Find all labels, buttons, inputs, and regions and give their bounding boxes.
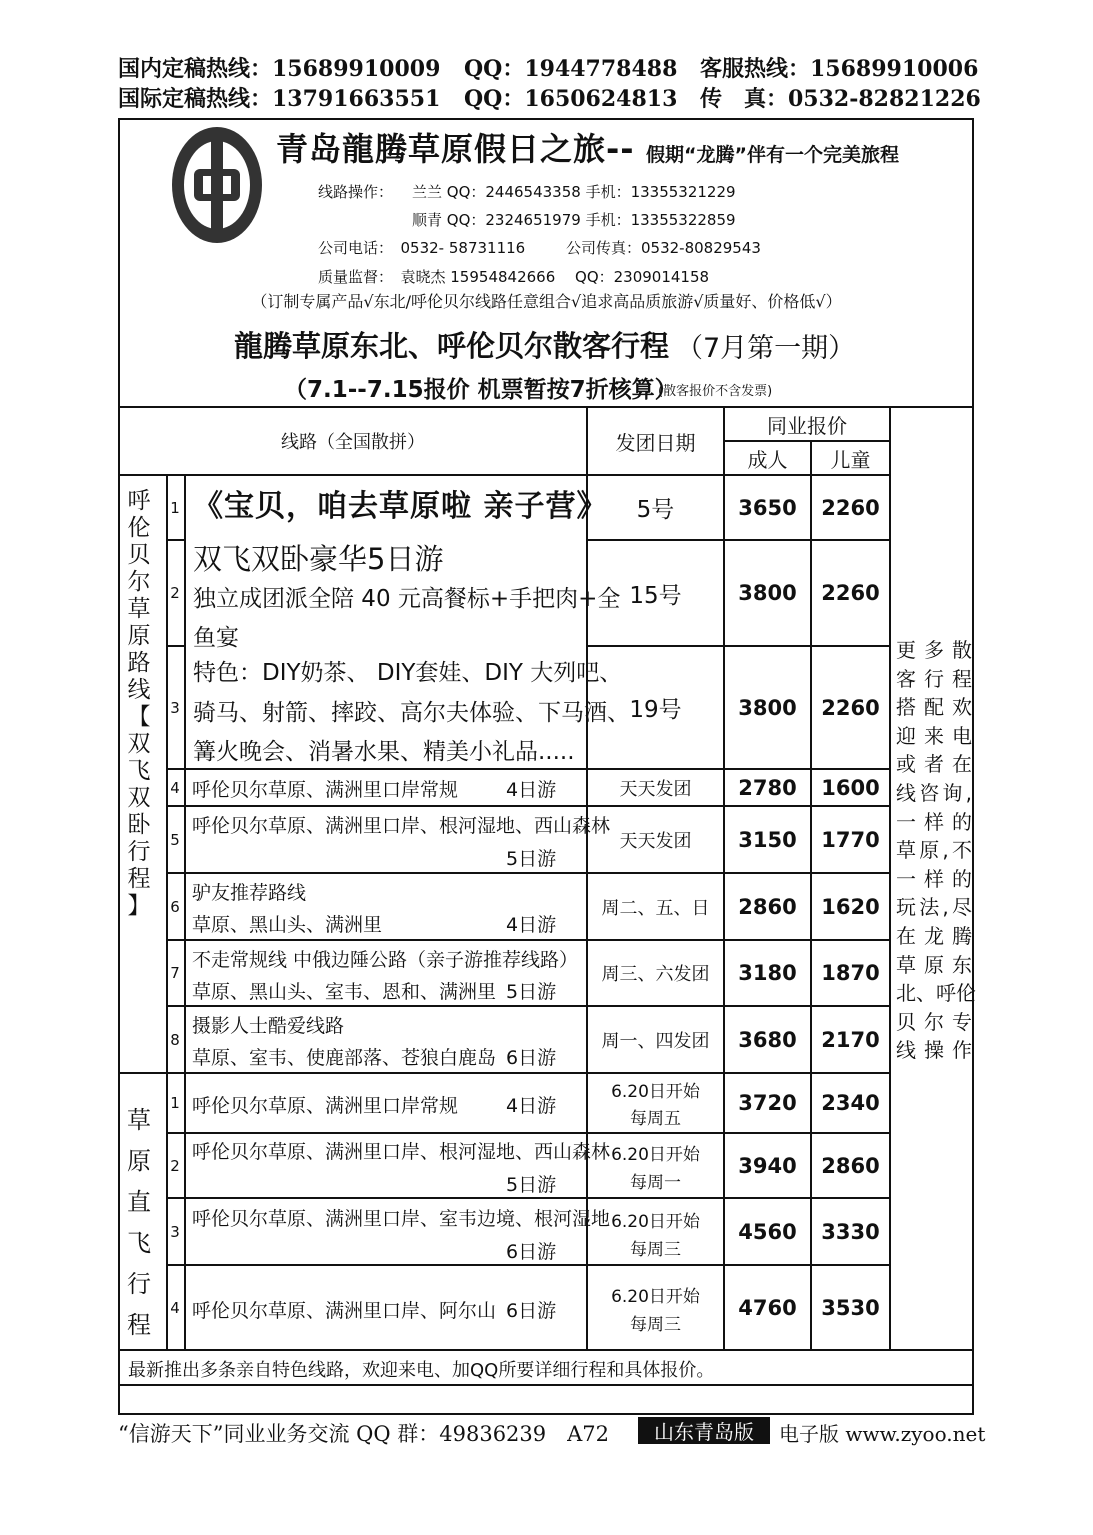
row-number: 8 [170,1030,180,1049]
route-days: 5日游 [506,981,557,1003]
child-price: 1600 [821,775,880,800]
group-label-char: 伦 [127,515,151,541]
route-days: 5日游 [506,848,557,870]
row-number: 3 [170,698,180,717]
route-line-1: 呼伦贝尔草原、满洲里口岸、根河湿地、西山森林 [192,1141,611,1163]
header-child: 儿童 [830,447,871,472]
departure-start: 6.20日开始 [611,1287,700,1307]
route-line-2: 草原、黑山头、满洲里 [192,914,383,936]
departure-date: 周三、六发团 [601,964,710,985]
row-number: 5 [170,830,180,849]
domestic-qq: QQ：1944778488 [464,56,678,82]
adult-price: 3800 [738,581,797,605]
ops-label: 线路操作： [318,183,394,201]
group-label-char: 【 [127,704,151,730]
row-number: 2 [170,1156,180,1175]
departure-date: 天天发团 [619,778,692,800]
group-label-char: 路 [127,650,151,676]
route-line-1: 驴友推荐路线 [192,882,307,904]
price-note: （7.1--7.15报价 机票暂按7折核算） [284,377,678,403]
adult-price: 2860 [738,894,797,919]
adult-price: 4760 [738,1295,797,1320]
child-price: 1620 [821,894,880,919]
child-price: 2260 [821,495,880,520]
route-line-1: 呼伦贝尔草原、满洲里口岸、室韦边境、根河湿地 [192,1208,611,1230]
feature-list: （订制专属产品√东北/呼伦贝尔线路任意组合√追求高品质旅游√质量好、价格低√） [251,292,842,311]
price-note-small: (散客报价不含发票) [658,384,773,399]
departure-weekday: 每周三 [630,1240,681,1260]
departure-date: 15号 [629,582,682,609]
side-note-line: 草原,不 [896,838,972,863]
side-note-line: 一样的 [896,809,972,834]
intl-qq: QQ：1650624813 [464,86,678,112]
group-label-char: 卧 [127,812,151,838]
route-days: 4日游 [506,914,557,936]
row-number: 4 [170,1298,180,1317]
child-price: 2340 [821,1091,880,1115]
col-rule [184,474,186,1349]
company-fax: 公司传真：0532-80829543 [566,239,761,257]
row-number: 2 [170,584,180,602]
footer-qq-group: “信游天下”同业业务交流 QQ 群：49836239 A72 [118,1422,610,1446]
side-note-line: 更多散 [896,638,972,662]
quality-supervisor: 质量监督： 袁晓杰 15954842666 QQ：2309014158 [318,268,710,286]
child-price: 3330 [821,1219,880,1244]
company-title: 青岛龍腾草原假日之旅-- [276,130,635,168]
child-price: 2260 [821,695,880,720]
company-logo-icon [170,125,265,245]
group-label-char: 行 [127,1270,151,1298]
row-number: 7 [170,964,180,982]
child-price: 2860 [821,1153,880,1178]
route-line-1: 摄影人士酷爱线路 [192,1015,345,1037]
adult-price: 3150 [738,827,797,852]
adult-price: 3180 [738,961,797,985]
departure-date: 19号 [629,697,682,723]
group-label-char: 】 [127,893,151,919]
featured-line-4: 特色：DIY奶茶、 DIY套娃、DIY 大列吧、 [193,660,623,686]
header-date: 发团日期 [615,430,696,455]
group-label-char: 双 [127,785,151,811]
child-price: 3530 [821,1295,880,1320]
departure-weekday: 每周三 [630,1315,681,1335]
child-price: 2170 [821,1027,880,1052]
company-slogan: 假期“龙腾”伴有一个完美旅程 [646,144,899,166]
company-phone: 公司电话： 0532- 58731116 [318,239,526,257]
featured-line-5: 骑马、射箭、摔跤、高尔夫体验、下马酒、 [193,700,630,726]
group-label-char: 原 [127,623,151,649]
departure-start: 6.20日开始 [611,1212,700,1232]
adult-price: 4560 [738,1219,797,1244]
adult-price: 3940 [738,1153,797,1178]
departure-date: 周二、五、日 [601,897,710,919]
departure-date: 天天发团 [619,830,692,852]
route-line-1: 呼伦贝尔草原、满洲里口岸常规 [192,779,459,801]
route-days: 6日游 [506,1241,557,1263]
side-note-line: 玩法,尽 [896,895,972,920]
service-hotline: 客服热线：15689910006 [700,56,979,82]
adult-price: 3650 [738,495,797,520]
intl-hotline: 国际定稿热线：13791663551 [118,86,441,112]
child-price: 2260 [821,581,880,605]
featured-line-2: 独立成团派全陪 40 元高餐标+手把肉+全 [193,586,621,612]
header-route: 线路（全国散拼） [281,432,425,453]
featured-line-6: 篝火晚会、消暑水果、精美小礼品..... [193,739,575,765]
departure-start: 6.20日开始 [611,1145,700,1165]
header-price: 同业报价 [767,413,847,438]
group-label-char: 草 [127,596,151,622]
note-bottom-rule [118,1384,974,1386]
ops-contact-2: 顺青 QQ：2324651979 手机：13355322859 [412,211,736,229]
child-price: 1770 [821,827,880,852]
side-note-line: 在龙腾 [896,923,972,948]
side-note-line: 贝尔专 [896,1009,972,1034]
row-number: 1 [170,1094,180,1112]
side-note-line: 搭配欢 [896,695,972,720]
adult-price: 3680 [738,1027,797,1052]
ops-contact-1: 兰兰 QQ：2446543358 手机：13355321229 [412,183,736,201]
child-price: 1870 [821,961,880,985]
itinerary-issue: （7月第一期） [676,333,856,364]
row-number: 3 [170,1222,180,1241]
side-note-line: 一样的 [896,866,972,891]
departure-date: 5号 [636,497,675,523]
footer-website: 电子版 www.zyoo.net [779,1422,986,1446]
adult-price: 3800 [738,695,797,720]
row-number: 4 [170,778,180,797]
route-line-2: 草原、室韦、使鹿部落、苍狼白鹿岛 [192,1047,497,1069]
header-adult: 成人 [747,447,788,472]
route-days: 6日游 [506,1047,557,1069]
route-line-1: 呼伦贝尔草原、满洲里口岸常规 [192,1095,459,1117]
departure-weekday: 每周一 [630,1173,681,1193]
side-note-line: 客行程 [896,666,972,691]
group-label-char: 贝 [127,542,151,568]
bottom-note: 最新推出多条亲自特色线路，欢迎来电、加QQ所要详细行程和具体报价。 [128,1360,715,1381]
group-label-char: 线 [127,677,151,703]
departure-date: 周一、四发团 [601,1030,710,1052]
adult-price: 2780 [738,775,797,800]
departure-weekday: 每周五 [630,1109,681,1129]
side-note-line: 草原东 [896,952,972,977]
side-note-line: 迎来电 [896,723,972,748]
side-note-line: 北、呼伦 [896,981,976,1006]
group-label-char: 尔 [127,569,151,595]
group1-label [124,488,154,920]
side-note [896,636,976,1065]
featured-line-1: 双飞双卧豪华5日游 [193,542,444,576]
route-days: 4日游 [506,1095,557,1117]
adult-price: 3720 [738,1091,797,1115]
col-rule [889,406,891,1349]
group-label-char: 原 [127,1147,151,1175]
featured-title: 《宝贝，咱去草原啦 亲子营》 [193,489,608,524]
group-label-char: 行 [127,839,151,865]
row-number: 6 [170,897,180,916]
domestic-hotline: 国内定稿热线：15689910009 [118,56,441,82]
group-label-char: 直 [127,1188,151,1216]
group-label-char: 双 [127,731,151,757]
side-note-line: 或者在 [896,752,972,777]
group-label-char: 飞 [127,758,151,784]
fax-line: 传 真：0532-82821226 [700,86,981,112]
group-label-char: 飞 [127,1229,151,1257]
itinerary-title: 龍腾草原东北、呼伦贝尔散客行程 [234,329,670,363]
edition-badge: 山东青岛版 [638,1417,770,1444]
group-label-char: 呼 [127,488,151,514]
row-number: 1 [170,498,180,517]
route-line-2: 草原、黑山头、室韦、恩和、满洲里 [192,981,497,1003]
route-line-1: 呼伦贝尔草原、满洲里口岸、根河湿地、西山森林 [192,815,611,837]
route-line-1: 呼伦贝尔草原、满洲里口岸、阿尔山 [192,1300,497,1322]
departure-start: 6.20日开始 [611,1082,700,1102]
table-bottom-rule [118,1349,974,1351]
group-label-char: 草 [127,1106,151,1134]
featured-line-3: 鱼宴 [193,625,239,651]
route-days: 4日游 [506,779,557,801]
route-line-1: 不走常规线 中俄边陲公路（亲子游推荐线路） [192,949,579,971]
group-label-char: 程 [127,1311,151,1339]
route-days: 5日游 [506,1174,557,1196]
group2-label [124,1100,154,1346]
route-days: 6日游 [506,1300,557,1322]
side-note-line: 线咨询, [896,780,972,805]
group-label-char: 程 [127,866,151,892]
side-note-line: 线操作 [896,1038,972,1063]
